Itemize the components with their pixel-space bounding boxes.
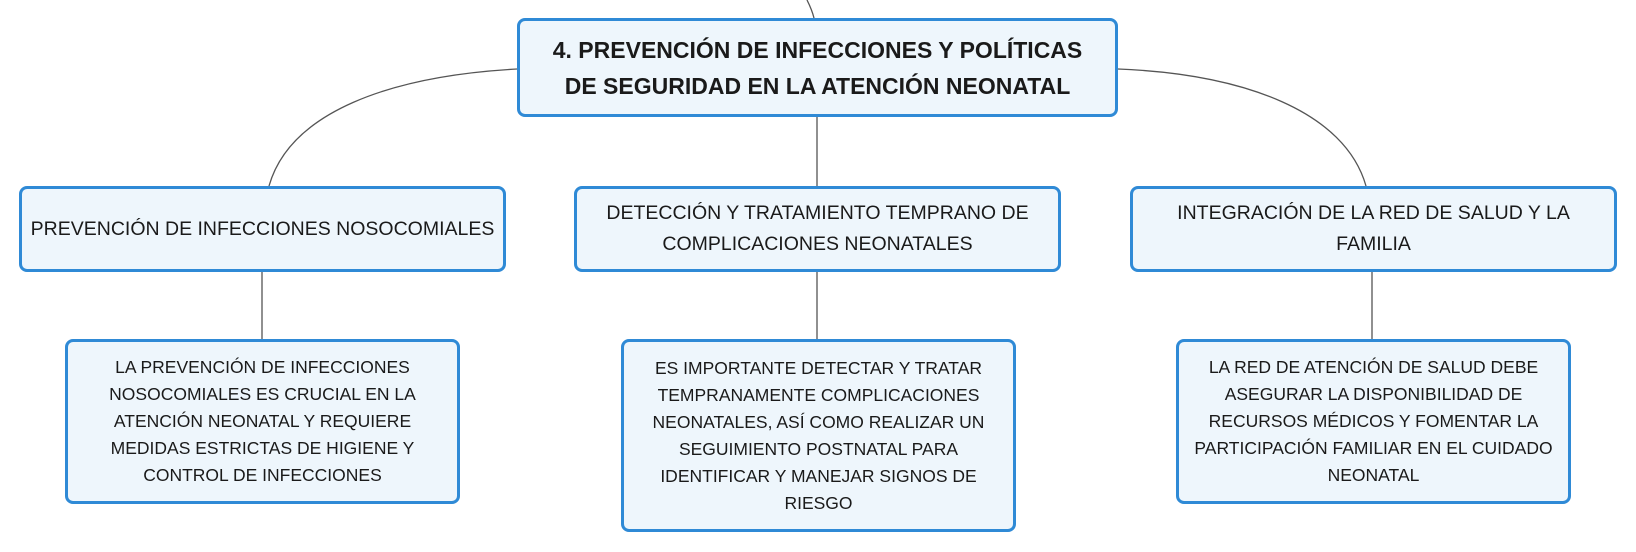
detail-node-nosocomial-infections[interactable] bbox=[65, 339, 460, 504]
detail-text: LA PREVENCIÓN DE INFECCIONES NOSOCOMIALES ES CRUCIAL EN LA ATENCIÓN NEONATAL Y REQUIERE MEDIDAS ESTRICTAS DE HIGIENE Y CONTROL DE INFECCIONES bbox=[109, 357, 416, 485]
branch-node-early-detection[interactable] bbox=[574, 186, 1061, 272]
branch-node-nosocomial-infections[interactable] bbox=[19, 186, 506, 272]
connector-parent-to-central bbox=[807, 0, 814, 18]
branch-label: DETECCIÓN Y TRATAMIENTO TEMPRANO DE COMPLICACIONES NEONATALES bbox=[606, 202, 1029, 255]
branch-node-health-network-family[interactable] bbox=[1130, 186, 1617, 272]
branch-label: PREVENCIÓN DE INFECCIONES NOSOCOMIALES bbox=[30, 217, 495, 240]
central-topic-text: 4. PREVENCIÓN DE INFECCIONES Y POLÍTICAS DE SEGURIDAD EN LA ATENCIÓN NEONATAL bbox=[552, 36, 1083, 99]
branch-label: INTEGRACIÓN DE LA RED DE SALUD Y LA FAMILIA bbox=[1177, 202, 1570, 255]
central-topic-node[interactable] bbox=[517, 18, 1118, 117]
connector-central-to-branch-3 bbox=[1118, 69, 1366, 186]
detail-node-health-network-family[interactable] bbox=[1176, 339, 1571, 504]
detail-text: LA RED DE ATENCIÓN DE SALUD DEBE ASEGURAR LA DISPONIBILIDAD DE RECURSOS MÉDICOS Y FOMENTAR LA PARTICIPACIÓN FAMILIAR EN EL CUIDADO NEONATAL bbox=[1194, 357, 1553, 485]
detail-node-early-detection[interactable] bbox=[621, 339, 1016, 532]
detail-text: ES IMPORTANTE DETECTAR Y TRATAR TEMPRANAMENTE COMPLICACIONES NEONATALES, ASÍ COMO REALIZAR UN SEGUIMIENTO POSTNATAL PARA IDENTIFICAR Y MANEJAR SIGNOS DE RIESGO bbox=[652, 357, 985, 513]
connector-central-to-branch-1 bbox=[269, 69, 517, 186]
